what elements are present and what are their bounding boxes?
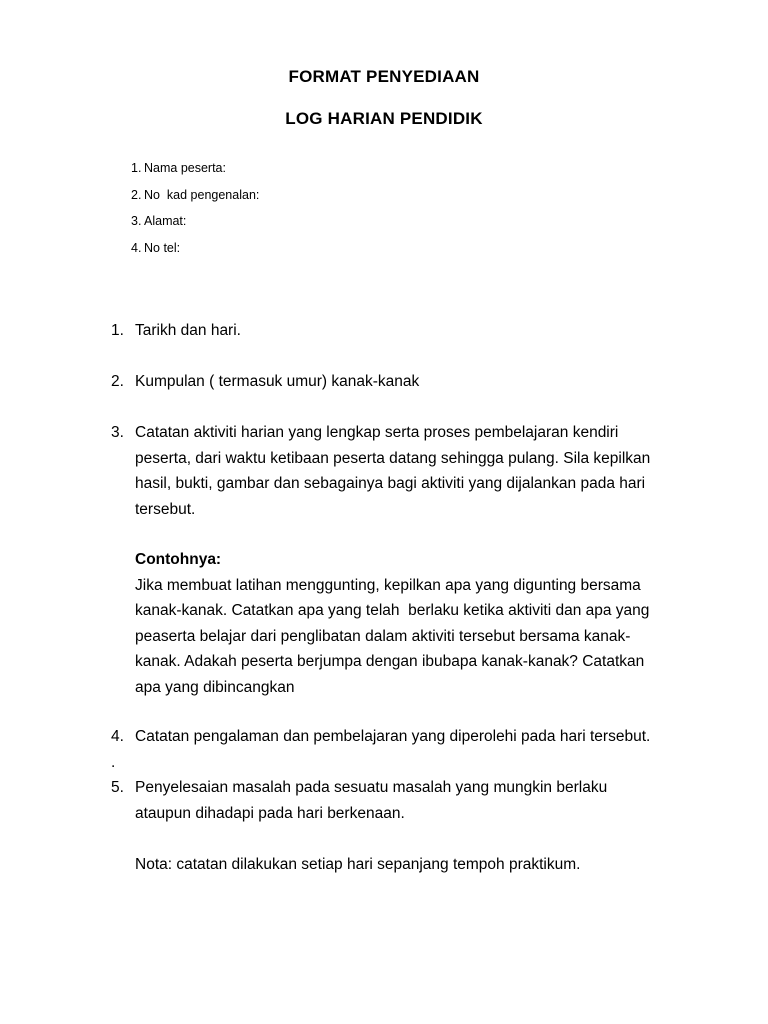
- item-text-line: Penyelesaian masalah pada sesuatu masalah yang mungkin berlaku: [135, 779, 608, 796]
- item-body: [135, 420, 680, 700]
- item-text-line: .: [111, 753, 116, 771]
- item-text-line: peserta, dari waktu ketibaan peserta datang sehingga pulang. Sila kepilkan: [135, 449, 651, 467]
- field-number: 4.: [131, 240, 142, 255]
- participant-field: [131, 214, 259, 241]
- participant-field: [131, 188, 259, 215]
- document-title: FORMAT PENYEDIAAN: [288, 67, 480, 86]
- document-subtitle: LOG HARIAN PENDIDIK: [285, 109, 483, 128]
- field-label: Nama peserta:: [144, 161, 226, 175]
- item-number: 5.: [111, 779, 124, 796]
- item-text: Kumpulan ( termasuk umur) kanak-kanak: [135, 373, 420, 390]
- item-text-line: ataupun dihadapi pada hari berkenaan.: [135, 804, 405, 822]
- field-label: No kad pengenalan:: [144, 187, 260, 202]
- field-number: 2.: [131, 187, 142, 202]
- example-heading: Contohnya:: [135, 551, 222, 568]
- note-text: Nota: catatan dilakukan setiap hari sepanjang tempoh praktikum.: [135, 856, 581, 873]
- item-number: 3.: [111, 424, 124, 441]
- list-item: [111, 318, 680, 344]
- item-text: Tarikh dan hari.: [135, 322, 241, 339]
- participant-field: [131, 241, 259, 268]
- item-number: 4.: [111, 728, 124, 745]
- list-item: [111, 724, 680, 775]
- list-item: [111, 420, 680, 700]
- field-number: 3.: [131, 214, 142, 228]
- item-text-line: Catatan aktiviti harian yang lengkap serta proses pembelajaran kendiri: [135, 424, 619, 441]
- example-text-line: kanak-kanak. Catatkan apa yang telah berlaku ketika aktiviti dan apa yang: [135, 602, 650, 619]
- item-text-line: Catatan pengalaman dan pembelajaran yang diperolehi pada hari tersebut.: [135, 728, 651, 745]
- item-text-line: hasil, bukti, gambar dan sebagainya bagi aktiviti yang dijalankan pada hari: [135, 475, 646, 492]
- item-body: [111, 724, 680, 775]
- example-text-line: apa yang dibincangkan: [135, 678, 295, 696]
- participant-fields-list: [131, 161, 259, 267]
- item-body: [135, 775, 680, 826]
- item-number: 1.: [111, 322, 124, 339]
- example-text-line: peaserta belajar dari penglibatan dalam aktiviti tersebut bersama kanak-: [135, 627, 631, 645]
- list-item: [111, 775, 680, 826]
- participant-field: [131, 161, 259, 188]
- field-label: No tel:: [144, 240, 181, 255]
- field-label: Alamat:: [144, 214, 187, 228]
- item-text-line: tersebut.: [135, 500, 196, 518]
- list-item: [111, 369, 680, 395]
- example-text-line: Jika membuat latihan menggunting, kepilkan apa yang digunting bersama: [135, 576, 641, 594]
- field-number: 1.: [131, 161, 142, 175]
- spacer: [135, 522, 680, 547]
- item-number: 2.: [111, 373, 124, 390]
- example-text-line: kanak. Adakah peserta berjumpa dengan ibubapa kanak-kanak? Catatkan: [135, 653, 645, 670]
